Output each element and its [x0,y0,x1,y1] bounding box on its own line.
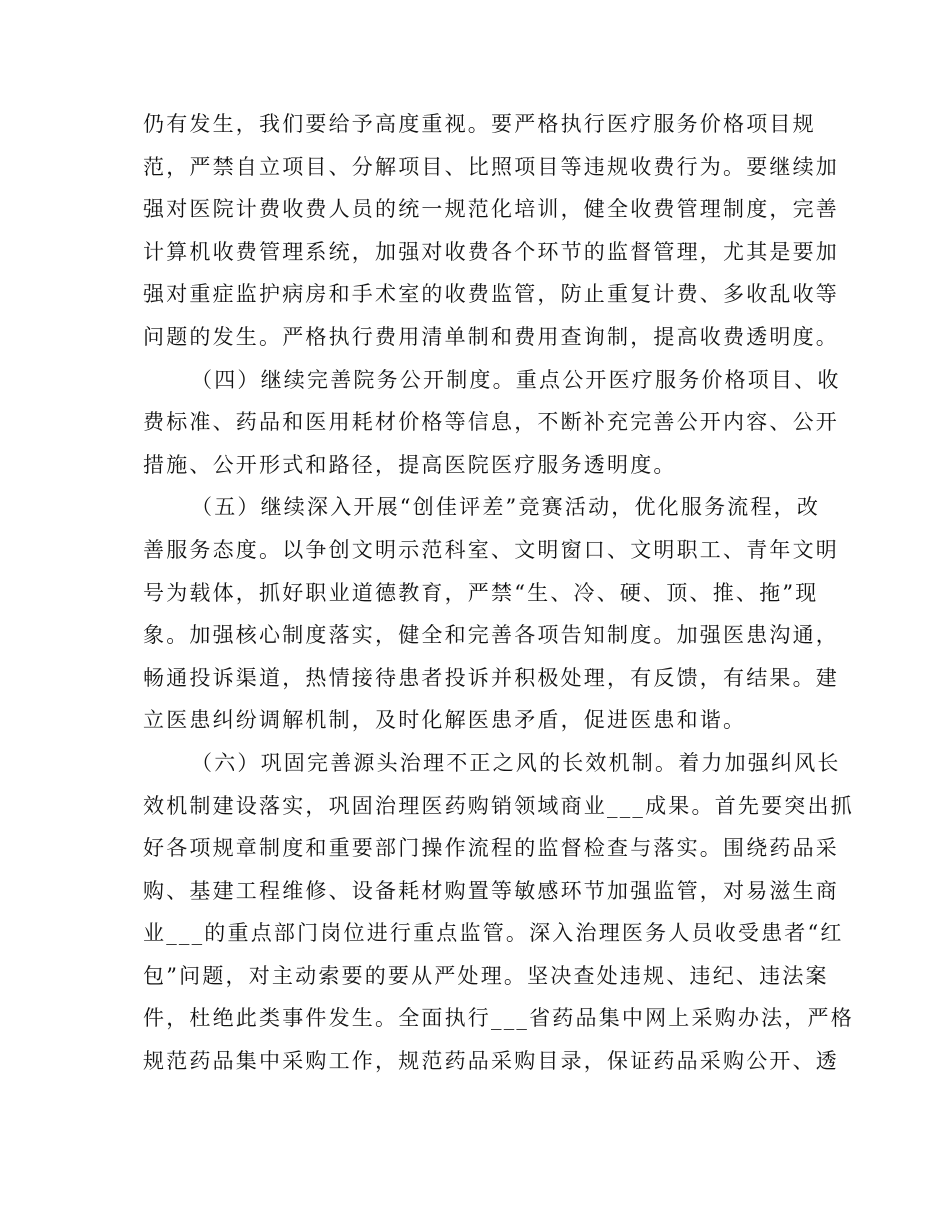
text-line: 措施、公开形式和路径，提高医院医疗服务透明度。 [143,452,677,477]
paragraph-first-line: （五）继续深入开展“创佳评差”竞赛活动，优化服务流程，改 [191,495,821,520]
text-line: 好各项规章制度和重要部门操作流程的监督检查与落实。围绕药品采 [143,836,839,861]
text-line: 范，严禁自立项目、分解项目、比照项目等违规收费行为。要继续加 [143,154,839,179]
paragraph-first-line: （四）继续完善院务公开制度。重点公开医疗服务价格项目、收 [191,367,841,392]
text-line: 费标准、药品和医用耗材价格等信息，不断补充完善公开内容、公开 [143,410,839,435]
text-line: 畅通投诉渠道，热情接待患者投诉并积极处理，有反馈，有结果。建 [143,665,839,690]
text-line: 包”问题，对主动索要的要从严处理。坚决查处违规、违纪、违法案 [143,963,829,988]
text-line: 业___的重点部门岗位进行重点监管。深入治理医务人员收受患者“红 [143,921,844,946]
text-line: 象。加强核心制度落实，健全和完善各项告知制度。加强医患沟通， [143,623,839,648]
text-line: 强对医院计费收费人员的统一规范化培训，健全收费管理制度，完善 [143,197,839,222]
text-line: 购、基建工程维修、设备耗材购置等敏感环节加强监管，对易滋生商 [143,878,839,903]
paragraph-first-line: （六）巩固完善源头治理不正之风的长效机制。着力加强纠风长 [191,750,841,775]
text-line: 仍有发生，我们要给予高度重视。要严格执行医疗服务价格项目规 [143,112,816,136]
document-body [143,103,854,1083]
text-line: 强对重症监护病房和手术室的收费监管，防止重复计费、多收乱收等 [143,282,839,307]
text-line: 问题的发生。严格执行费用清单制和费用查询制，提高收费透明度。 [143,324,839,349]
text-line: 效机制建设落实，巩固治理医药购销领域商业___成果。首先要突出抓 [143,793,854,818]
text-line: 件，杜绝此类事件发生。全面执行___省药品集中网上采购办法，严格 [143,1006,854,1031]
text-line: 立医患纠纷调解机制，及时化解医患矛盾，促进医患和谐。 [143,708,747,733]
text-line: 号为载体，抓好职业道德教育，严禁“生、冷、硬、顶、推、拖”现 [143,580,819,605]
text-line: 规范药品集中采购工作，规范药品采购目录，保证药品采购公开、透 [143,1049,839,1074]
text-line: 计算机收费管理系统，加强对收费各个环节的监督管理，尤其是要加 [143,239,839,264]
text-line: 善服务态度。以争创文明示范科室、文明窗口、文明职工、青年文明 [143,537,839,562]
